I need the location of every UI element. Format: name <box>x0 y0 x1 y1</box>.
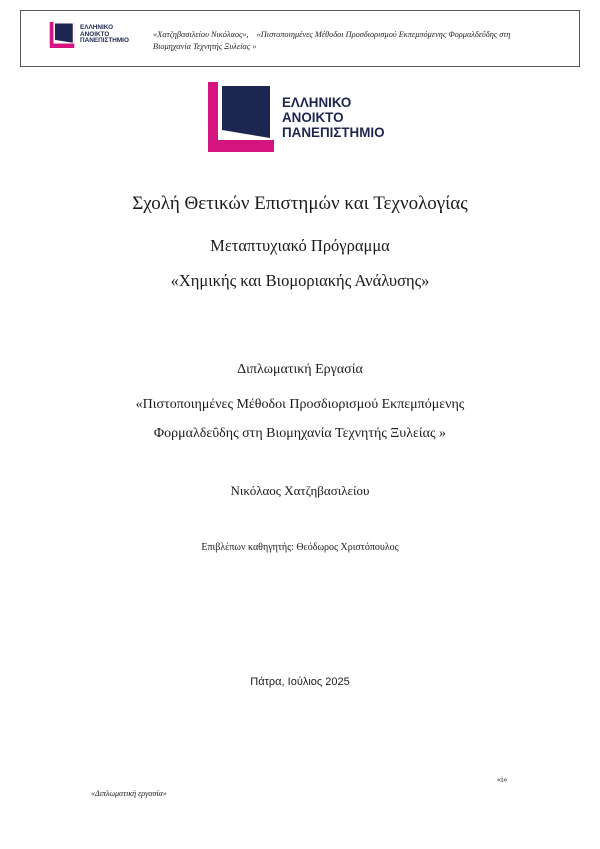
author-name: Νικόλαος Χατζηβασιλείου <box>230 483 370 498</box>
thesis-title-line1: «Πιστοποιημένες Μέθοδοι Προσδιορισμού Εκπεμπόμενης <box>135 397 465 412</box>
running-title-line1: «Πιστοποιημένες Μέθοδοι Προσδιορισμού Εκπεμπόμενης Φορμαλδεΰδης στη <box>256 30 511 39</box>
thesis-title-line2: Φορμαλδεΰδης στη Βιομηχανία Τεχνητής Ξυλείας » <box>153 426 447 441</box>
running-header-text <box>153 29 580 53</box>
running-title-line2: Βιομηχανία Τεχνητής Ξυλείας » <box>153 42 257 51</box>
footer-label: «Διπλωματική εργασία» <box>91 789 167 798</box>
main-logo-line: ΑΝΟΙΚΤΟ <box>282 109 344 125</box>
supervisor: Επιβλέπων καθηγητής: Θεόδωρος Χριστόπουλος <box>201 542 399 553</box>
page-number: «i» <box>497 775 508 784</box>
thesis-label: Διπλωματική Εργασία <box>237 362 363 377</box>
running-header <box>20 10 580 67</box>
header-logo-line: ΑΝΟΙΚΤΟ <box>80 30 110 38</box>
school-name: Σχολή Θετικών Επιστημών και Τεχνολογίας <box>132 193 468 214</box>
header-logo-line: ΕΛΛΗΝΙΚΟ <box>80 24 114 32</box>
main-logo-line: ΠΑΝΕΠΙΣΤΗΜΙΟ <box>282 124 385 140</box>
place-date: Πάτρα, Ιούλιος 2025 <box>250 676 350 688</box>
header-logo <box>49 22 129 48</box>
running-author: «Χατζηβασιλείου Νικόλαος», <box>153 30 249 39</box>
program-name: «Χημικής και Βιομοριακής Ανάλυσης» <box>170 271 430 290</box>
main-logo-line: ΕΛΛΗΝΙΚΟ <box>282 94 352 110</box>
main-logo-text <box>282 95 385 140</box>
university-logo-icon <box>49 22 75 48</box>
header-logo-line: ΠΑΝΕΠΙΣΤΗΜΙΟ <box>80 37 129 45</box>
header-logo-text <box>80 25 129 45</box>
university-logo-icon <box>208 82 274 152</box>
program-type: Μεταπτυχιακό Πρόγραμμα <box>210 236 390 255</box>
main-logo <box>208 82 385 152</box>
